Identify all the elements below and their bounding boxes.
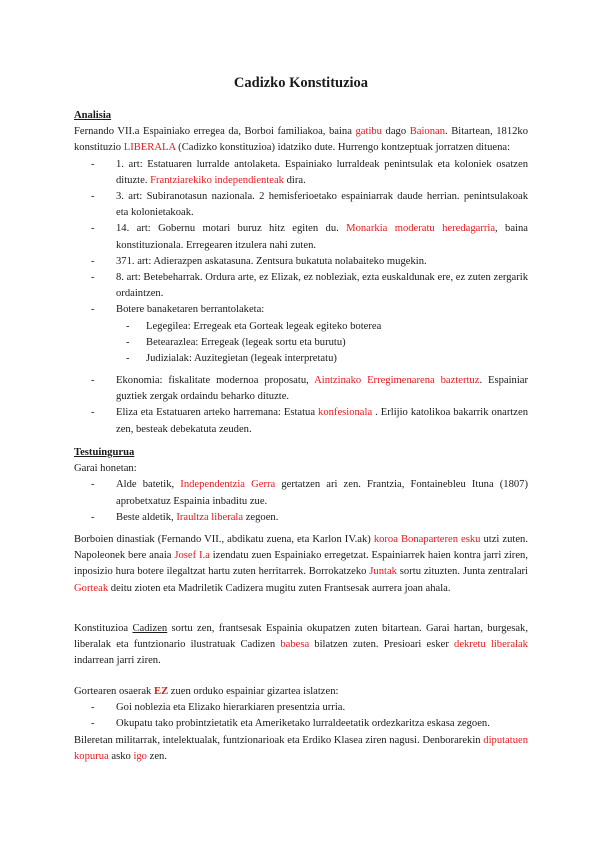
- paragraph-konstituzioa: [74, 621, 528, 670]
- text-run: deitu zioten eta Madriletik Cadizera mugitu zuten Frantsesak aurrera joan ahala.: [108, 582, 451, 594]
- bullet-dash: -: [91, 223, 95, 235]
- bullet-dash: -: [91, 511, 95, 523]
- document-title: Cadizko Konstituzioa: [233, 75, 369, 91]
- text-run: zegoen.: [243, 511, 279, 523]
- gortea-list: [74, 700, 528, 732]
- text-run: Eliza eta Estatuaren arteko harremana: Estatua: [116, 407, 319, 419]
- list-item: [74, 189, 528, 221]
- list-item: [74, 254, 528, 270]
- analisia-intro: [74, 124, 528, 156]
- highlighted-term: dekretu liberalak: [454, 639, 528, 651]
- bullet-dash: -: [126, 320, 130, 332]
- highlighted-term: Iraultza liberala: [176, 511, 244, 523]
- text-run: gertatzen ari zen. Frantzia, Fontainebleu Ituna (1807) aprobetxatuz Espainia inbaditu zue.: [116, 479, 529, 507]
- text-run: 14. art: Gobernu motari buruz hitz egiten du.: [116, 223, 347, 235]
- text-run: sortu zen, frantsesak Espainia okupatzen zuten bitartean. Garai hartan, burgesak, liberalak eta funtzionario ilustratuak Cadizen: [74, 623, 529, 651]
- highlighted-term: LIBERALA: [123, 142, 176, 154]
- text-run: Borboien dinastiak (Fernando VII., abdikatu zuena, eta Karlon IV.ak): [74, 534, 374, 545]
- text-run: izendatu zuen Espainiako erregetzat. Espainiarrek haien kontra jarri ziren, inposizio hura botere ilegaltzat hartu zuten herritarrek. Borrokatzeko: [74, 550, 528, 578]
- list-item: [74, 302, 528, 318]
- text-run: dira.: [283, 174, 306, 186]
- paragraph-borboiak-text: [74, 532, 528, 597]
- text-run: dago: [381, 126, 410, 138]
- text-run: . Erlijio katolikoa bakarrik onartzen zen, besteak debekatuta zeuden.: [116, 407, 528, 435]
- text-run: utzi zuten. Napoleonek bere anaia: [74, 534, 528, 562]
- paragraph-bileretan-text: [74, 733, 528, 765]
- text-run: indarrean jarri ziren.: [74, 655, 161, 667]
- highlighted-term: EZ: [154, 686, 169, 697]
- text-run: zen.: [146, 750, 167, 762]
- analisia-list: [74, 157, 528, 319]
- testuingurua-section: [74, 445, 528, 526]
- bullet-dash: -: [91, 304, 95, 316]
- text-run: Konstituzioa: [74, 623, 133, 634]
- bullet-dash: -: [126, 353, 130, 365]
- text-run: Botere banaketaren berrantolaketa:: [116, 304, 265, 316]
- bullet-dash: -: [126, 336, 130, 348]
- list-item: [74, 157, 528, 189]
- sub-list-item-text: Betearazlea: Erregeak (legeak sortu eta burutu): [146, 336, 346, 348]
- text-run: , baina konstituzionala. Erregearen itzulera nahi zuten.: [116, 223, 528, 251]
- sub-list-item: [74, 319, 528, 335]
- list-item: [74, 221, 528, 253]
- sub-list-item-text: Judizialak: Auzitegietan (legeak interpretatu): [146, 353, 337, 365]
- text-run: Okupatu tako probintzietatik eta Ameriketako lurraldeetatik ordezkaritza eskasa zegoen.: [116, 718, 490, 730]
- analisia-heading: Analisia: [74, 110, 112, 121]
- analisia-section: [74, 108, 528, 367]
- text-run: 3. art: Subiranotasun nazionala. 2 hemisferioetako espainiarrak daude herrian. penintsulakoak eta kolonietakoak.: [116, 191, 528, 219]
- list-item: [74, 477, 528, 509]
- list-item: [74, 405, 528, 437]
- bullet-dash: -: [91, 255, 95, 267]
- text-run: (Cadizko konstituzioa) idatziko dute. Hurrengo kontzeptuak jorratzen dituena:: [175, 142, 511, 154]
- text-run: . Espainiar guztiek zergak ordaindu beharko dituzte.: [116, 375, 528, 403]
- highlighted-term: diputatuen kopurua: [74, 734, 528, 762]
- highlighted-term: babesa: [280, 639, 310, 651]
- text-run: Beste aldetik,: [116, 511, 177, 523]
- list-item: [74, 373, 528, 405]
- analisia-list-2: [74, 373, 528, 438]
- list-item: [74, 510, 528, 526]
- text-run: . Bitartean, 1812ko konstituzio: [74, 126, 529, 154]
- highlighted-term: koroa Bonaparteren esku: [373, 534, 481, 545]
- highlighted-term: Monarkia moderatu heredagarria: [346, 223, 496, 235]
- bullet-dash: -: [91, 191, 95, 203]
- list-item: [74, 700, 528, 716]
- text-run: asko: [108, 750, 134, 762]
- list-item: [74, 716, 528, 732]
- highlighted-term: Frantziarekiko independienteak: [150, 174, 284, 186]
- highlighted-term: Juntak: [369, 566, 397, 578]
- testuingurua-heading: Testuingurua: [74, 447, 135, 458]
- bullet-dash: -: [91, 158, 95, 170]
- text-run: Fernando VII.a Espainiako erregea da, Borboi familiakoa, baina: [74, 126, 356, 138]
- text-run: sortu zituzten. Junta zentralari: [396, 566, 528, 578]
- text-run: Bileretan militarrak, intelektualak, funtzionarioak eta Erdiko Klasea ziren nagusi. Denborarekin: [74, 734, 484, 746]
- sub-list-item-text: Legegilea: Erregeak eta Gorteak legeak egiteko boterea: [146, 320, 382, 332]
- underlined-term: Cadizen: [132, 623, 168, 634]
- bullet-dash: -: [91, 375, 95, 386]
- paragraph-gortea-text: [74, 684, 528, 700]
- text-run: 1. art: Estatuaren lurralde antolaketa. Espainiako lurraldeak penintsulak eta koloniek osatzen dituzte.: [116, 158, 528, 186]
- bullet-dash: -: [91, 479, 95, 491]
- text-run: 8. art: Betebeharrak. Ordura arte, ez Elizak, ez nobleziak, ezta euskaldunak ere, ez zuten zergarik ordaintzen.: [116, 272, 528, 300]
- list-item: [74, 270, 528, 302]
- highlighted-term: Baionan: [409, 126, 445, 138]
- text-run: 371. art: Adierazpen askatasuna. Zentsura bukatuta nolabaiteko mugekin.: [116, 255, 427, 267]
- text-run: Gortearen osaerak: [74, 686, 154, 697]
- text-run: Goi noblezia eta Elizako hierarkiaren presentzia urria.: [116, 702, 346, 714]
- bullet-dash: -: [91, 407, 95, 419]
- highlighted-term: Independentzia Gerra: [180, 479, 276, 491]
- paragraph-borboiak: [74, 532, 528, 597]
- paragraph-konstituzioa-text: [74, 621, 528, 670]
- analisia-section-2: [74, 373, 528, 438]
- text-run: bilatzen zuten. Presioari esker: [309, 639, 455, 651]
- bullet-dash: -: [91, 702, 95, 714]
- highlighted-term: Aintzinako Erregimenarena baztertuz: [314, 375, 480, 386]
- sub-list-item: [74, 351, 528, 367]
- paragraph-gortea: [74, 684, 528, 765]
- highlighted-term: igo: [133, 750, 147, 762]
- highlighted-term: konfesionala: [318, 407, 373, 419]
- text-run: Ekonomia: fiskalitate modernoa proposatu,: [116, 375, 315, 386]
- botere-sublist: [74, 319, 528, 368]
- sub-list-item: [74, 335, 528, 351]
- bullet-dash: -: [91, 718, 95, 730]
- text-run: Alde batetik,: [116, 479, 181, 491]
- highlighted-term: gatibu: [355, 126, 382, 138]
- text-run: zuen orduko espainiar gizartea islatzen:: [168, 686, 339, 697]
- highlighted-term: Gorteak: [74, 582, 109, 594]
- highlighted-term: Josef I.a: [174, 550, 210, 562]
- testuingurua-list: [74, 477, 528, 526]
- bullet-dash: -: [91, 272, 95, 284]
- testuingurua-intro: Garai honetan:: [74, 463, 137, 475]
